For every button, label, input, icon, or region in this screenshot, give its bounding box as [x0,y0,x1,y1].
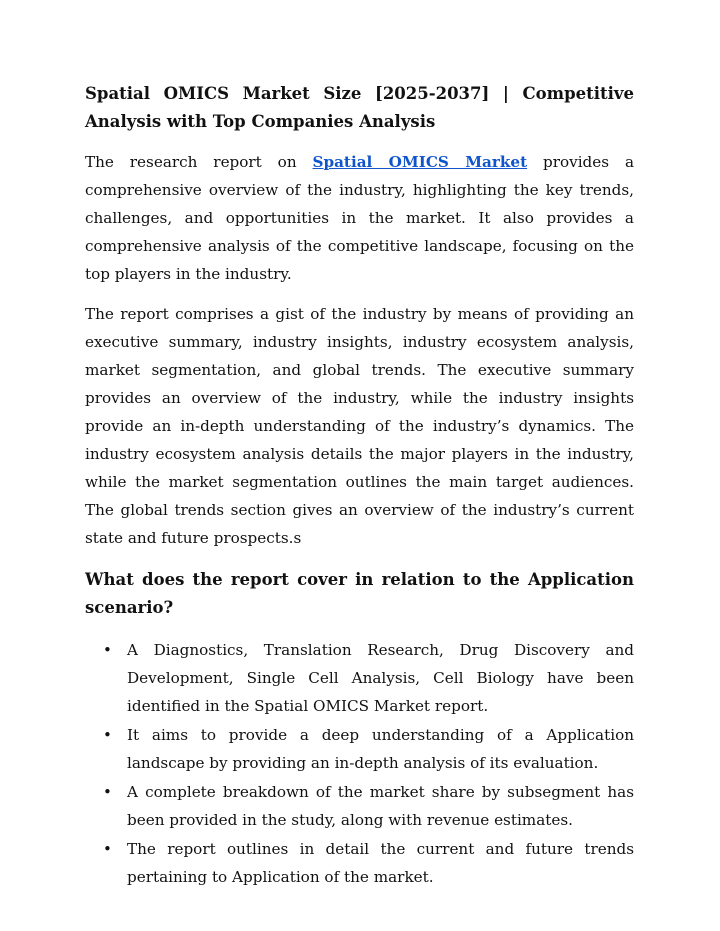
bullet-list [85,636,634,891]
list-item [85,835,634,891]
bullet-icon: • [103,641,112,659]
bullet-icon: • [103,783,112,801]
report-summary-paragraph: The report comprises a gist of the industry by means of providing an executive summary, industry insights, industry ecosystem analysis, market segmentation, and global trends. The executive summary provides an overview of the industry, while the industry insights provide an in-depth understanding of the industry’s dynamics. The industry ecosystem analysis details the major players in the industry, while the market segmentation outlines the main target audiences. The global trends section gives an overview of the industry’s current state and future prospects.s [85,305,634,547]
intro-paragraph [85,148,634,288]
bullet-icon: • [103,840,112,858]
list-item [85,636,634,720]
intro-text-before-link: The research report on [85,153,313,171]
list-item [85,721,634,777]
bullet-text: A complete breakdown of the market share by subsegment has been provided in the study, along with revenue estimates. [127,783,634,829]
list-item [85,778,634,834]
document-page [85,80,634,892]
document-title: Spatial OMICS Market Size [2025-2037] | Competitive Analysis with Top Companies Analysis [85,84,634,131]
bullet-text: A Diagnostics, Translation Research, Drug Discovery and Development, Single Cell Analysis, Cell Biology have been identified in the Spatial OMICS Market report. [127,641,634,715]
intro-text-after-link: provides a comprehensive overview of the industry, highlighting the key trends, challenges, and opportunities in the market. It also provides a comprehensive analysis of the competitive landscape, focusing on the top players in the industry. [85,153,634,283]
bullet-text: It aims to provide a deep understanding of a Application landscape by providing an in-depth analysis of its evaluation. [127,726,634,772]
section-heading: What does the report cover in relation to the Application scenario? [85,570,634,617]
bullet-icon: • [103,726,112,744]
spatial-omics-market-link[interactable]: Spatial OMICS Market [312,153,528,171]
bullet-text: The report outlines in detail the current and future trends pertaining to Application of the market. [127,840,634,886]
